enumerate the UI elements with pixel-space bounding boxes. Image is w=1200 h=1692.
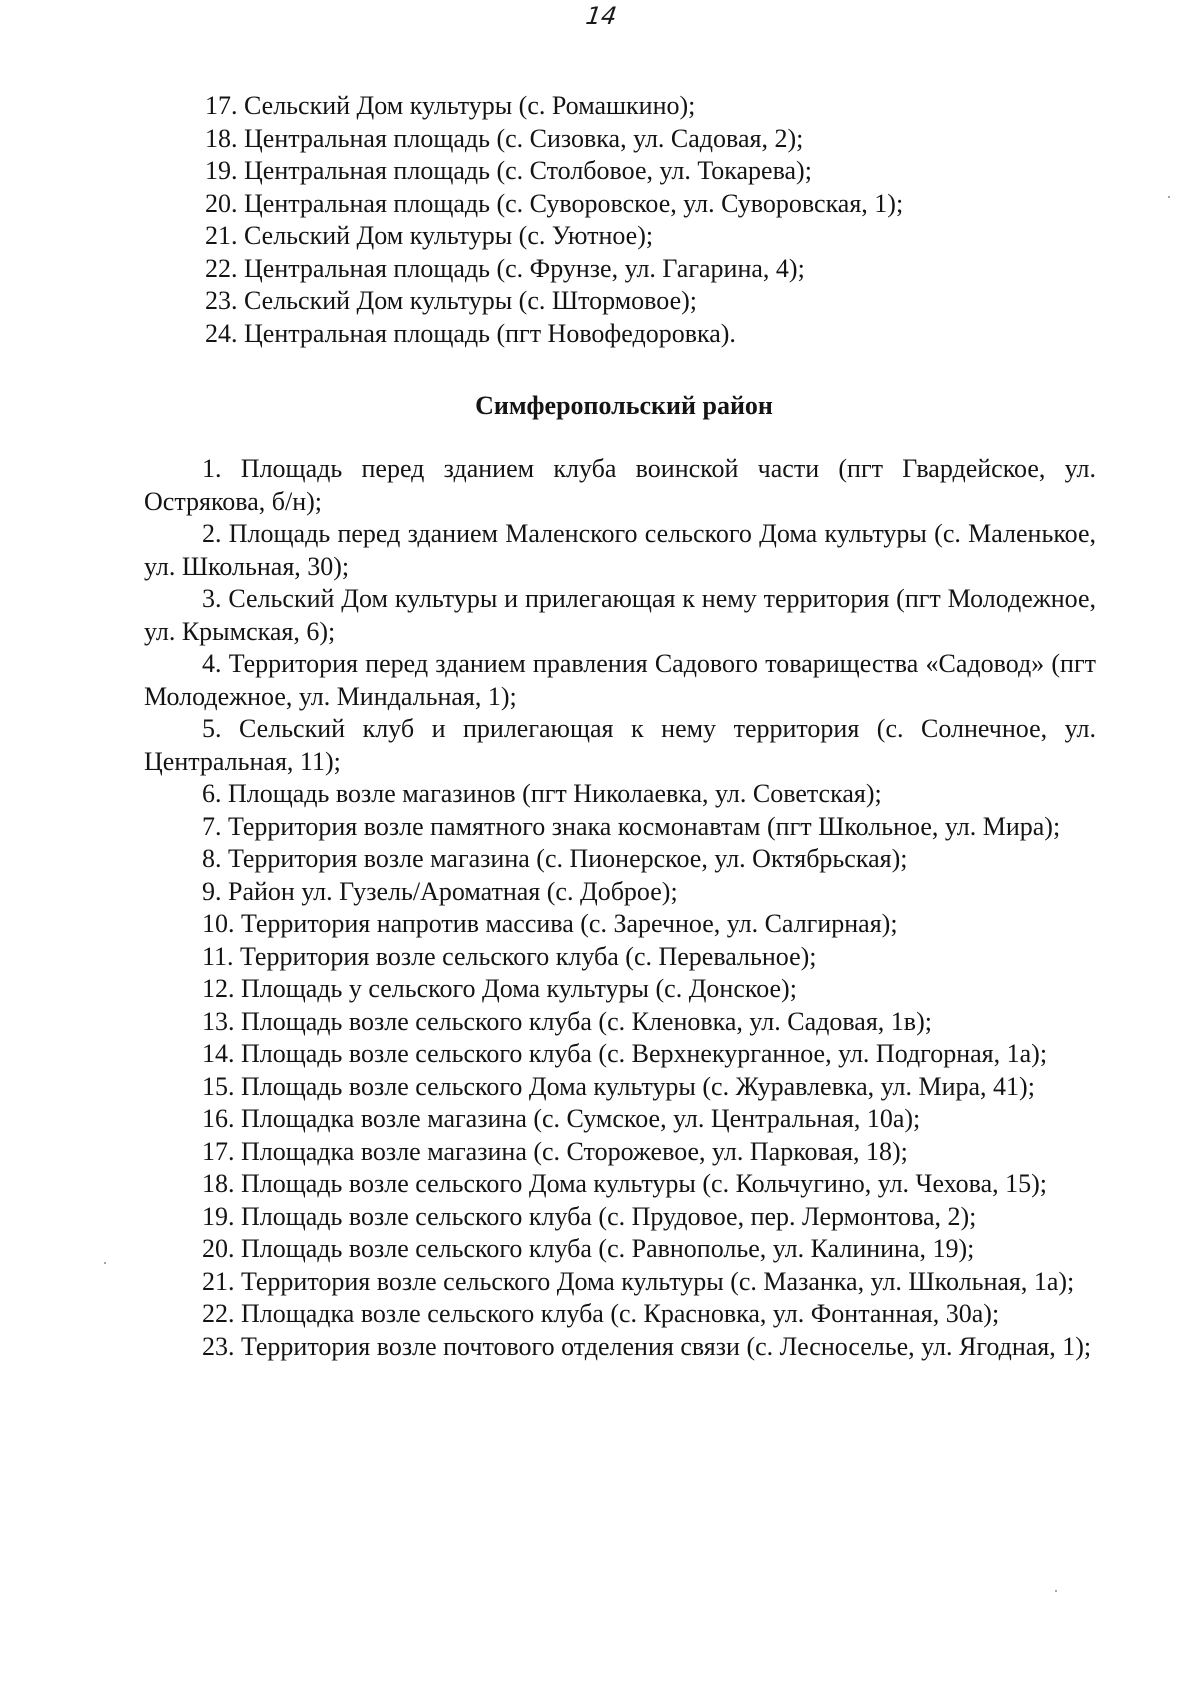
list-item: 22. Центральная площадь (с. Фрунзе, ул. Гагарина, 4);	[205, 253, 805, 283]
list-item: 18. Площадь возле сельского Дома культуры (с. Кольчугино, ул. Чехова, 15);	[202, 1169, 1047, 1198]
list-item: 2. Площадь перед зданием Маленского сельского Дома культуры (с. Маленькое, ул. Школьная, 30);	[144, 519, 1096, 581]
section-heading: Симферопольский район	[475, 391, 773, 420]
list-item: 23. Территория возле почтового отделения связи (с. Лесноселье, ул. Ягодная, 1);	[202, 1331, 1092, 1361]
list-item: 13. Площадь возле сельского клуба (с. Кленовка, ул. Садовая, 1в);	[202, 1006, 932, 1036]
list-item: 12. Площадь у сельского Дома культуры (с. Донское);	[202, 974, 797, 1003]
list-item: 18. Центральная площадь (с. Сизовка, ул. Садовая, 2);	[205, 123, 804, 153]
list-item: 24. Центральная площадь (пгт Новофедоровка).	[205, 318, 736, 348]
list-item: 14. Площадь возле сельского клуба (с. Верхнекурганное, ул. Подгорная, 1а);	[202, 1039, 1048, 1068]
main-list	[144, 453, 1096, 1363]
list-item: 19. Площадь возле сельского клуба (с. Прудовое, пер. Лермонтова, 2);	[202, 1201, 977, 1231]
list-item: 16. Площадка возле магазина (с. Сумское, ул. Центральная, 10а);	[202, 1104, 921, 1133]
list-item: 1. Площадь перед зданием клуба воинской части (пгт Гвардейское, ул. Острякова, б/н);	[144, 454, 1096, 516]
list-item: 17. Площадка возле магазина (с. Сторожевое, ул. Парковая, 18);	[202, 1136, 908, 1166]
list-item: 20. Площадь возле сельского клуба (с. Равнополье, ул. Калинина, 19);	[202, 1234, 975, 1263]
page-number: 14	[584, 2, 619, 30]
list-item: 4. Территория перед зданием правления Садового товарищества «Садовод» (пгт Молодежное, ул. Миндальная, 1);	[144, 649, 1096, 711]
top-list	[205, 90, 1105, 350]
scan-speck	[1055, 1590, 1057, 1592]
list-item: 10. Территория напротив массива (с. Заречное, ул. Салгирная);	[202, 909, 898, 938]
list-item: 3. Сельский Дом культуры и прилегающая к нему территория (пгт Молодежное, ул. Крымская, 6);	[144, 584, 1096, 646]
list-item: 22. Площадка возле сельского клуба (с. Красновка, ул. Фонтанная, 30а);	[202, 1299, 1000, 1328]
list-item: 20. Центральная площадь (с. Суворовское, ул. Суворовская, 1);	[205, 188, 904, 218]
list-item: 6. Площадь возле магазинов (пгт Николаевка, ул. Советская);	[202, 779, 882, 808]
list-item: 11. Территория возле сельского клуба (с. Перевальное);	[202, 941, 817, 971]
list-item: 23. Сельский Дом культуры (с. Штормовое);	[205, 286, 698, 315]
list-item: 8. Территория возле магазина (с. Пионерское, ул. Октябрьская);	[202, 844, 908, 873]
list-item: 5. Сельский клуб и прилегающая к нему территория (с. Солнечное, ул. Центральная, 11);	[144, 714, 1096, 776]
list-item: 19. Центральная площадь (с. Столбовое, ул. Токарева);	[205, 156, 812, 185]
list-item: 7. Территория возле памятного знака космонавтам (пгт Школьное, ул. Мира);	[202, 811, 1061, 841]
scan-speck	[1168, 196, 1170, 198]
list-item: 21. Территория возле сельского Дома культуры (с. Мазанка, ул. Школьная, 1а);	[202, 1266, 1075, 1296]
list-item: 9. Район ул. Гузель/Ароматная (с. Доброе);	[202, 876, 678, 906]
scan-speck	[104, 1262, 106, 1264]
list-item: 15. Площадь возле сельского Дома культуры (с. Журавлевка, ул. Мира, 41);	[202, 1071, 1035, 1101]
list-item: 17. Сельский Дом культуры (с. Ромашкино);	[205, 91, 696, 120]
list-item: 21. Сельский Дом культуры (с. Уютное);	[205, 221, 654, 250]
